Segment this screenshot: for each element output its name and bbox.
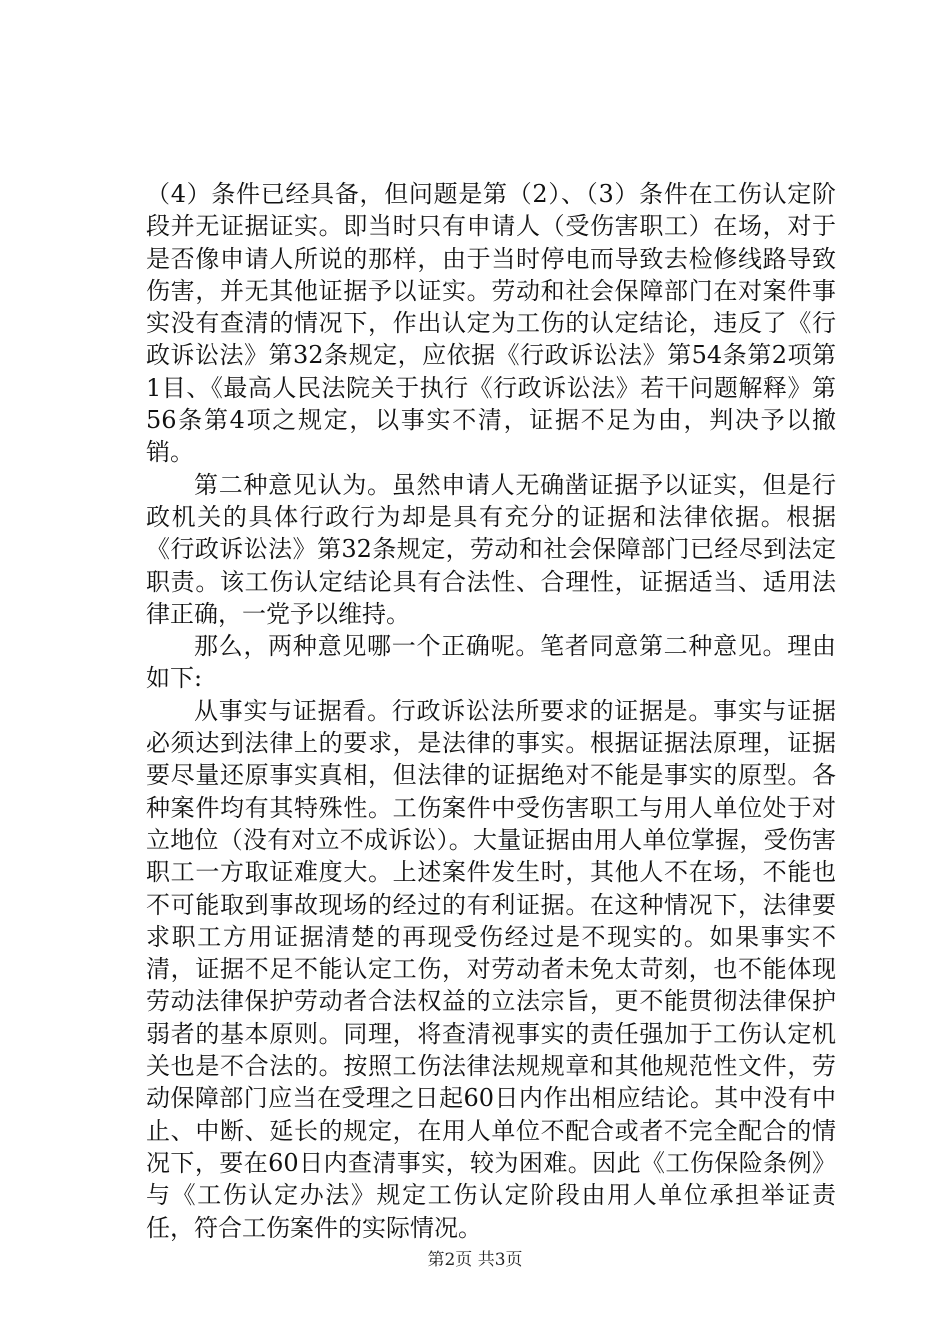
document-body	[146, 178, 836, 1244]
paragraph-second-opinion: 第二种意见认为。虽然申请人无确凿证据予以证实，但是行政机关的具体行政行为却是具有充分的证据和法律依据。根据《行政诉讼法》第32条规定，劳动和社会保障部门已经尽到法定职责。该工伤认定结论具有合法性、合理性，证据适当、适用法律正确，一党予以维持。	[146, 470, 836, 628]
page-number: 第2页 共3页	[427, 1250, 523, 1270]
paragraph-condition-4: （4）条件已经具备，但问题是第（2）、（3）条件在工伤认定阶段并无证据证实。即当时只有申请人（受伤害职工）在场，对于是否像申请人所说的那样，由于当时停电而导致去检修线路导致伤害，并无其他证据予以证实。劳动和社会保障部门在对案件事实没有查清的情况下，作出认定为工伤的认定结论，违反了《行政诉讼法》第32条规定，应依据《行政诉讼法》第54条第2项第1目、《最高人民法院关于执行《行政诉讼法》若干问题解释》第56条第4项之规定，以事实不清，证据不足为由，判决予以撤销。	[146, 180, 836, 467]
paragraph-which-correct: 那么，两种意见哪一个正确呢。笔者同意第二种意见。理由如下:	[146, 632, 836, 693]
paragraph-facts-and-evidence: 从事实与证据看。行政诉讼法所要求的证据是。事实与证据必须达到法律上的要求，是法律的事实。根据证据法原理，证据要尽量还原事实真相，但法律的证据绝对不能是事实的原型。各种案件均有其特殊性。工伤案件中受伤害职工与用人单位处于对立地位（没有对立不成诉讼）。大量证据由用人单位掌握，受伤害职工一方取证难度大。上述案件发生时，其他人不在场，不能也不可能取到事故现场的经过的有利证据。在这种情况下，法律要求职工方用证据清楚的再现受伤经过是不现实的。如果事实不清，证据不足不能认定工伤，对劳动者未免太苛刻，也不能体现劳动法律保护劳动者合法权益的立法宗旨，更不能贯彻法律保护弱者的基本原则。同理，将查清视事实的责任强加于工伤认定机关也是不合法的。按照工伤法律法规规章和其他规范性文件，劳动保障部门应当在受理之日起60日内作出相应结论。其中没有中止、中断、延长的规定，在用人单位不配合或者不完全配合的情况下，要在60日内查清事实，较为困难。因此《工伤保险条例》与《工伤认定办法》规定工伤认定阶段由用人单位承担举证责任，符合工伤案件的实际情况。	[146, 696, 836, 1242]
page-footer	[0, 1245, 950, 1270]
